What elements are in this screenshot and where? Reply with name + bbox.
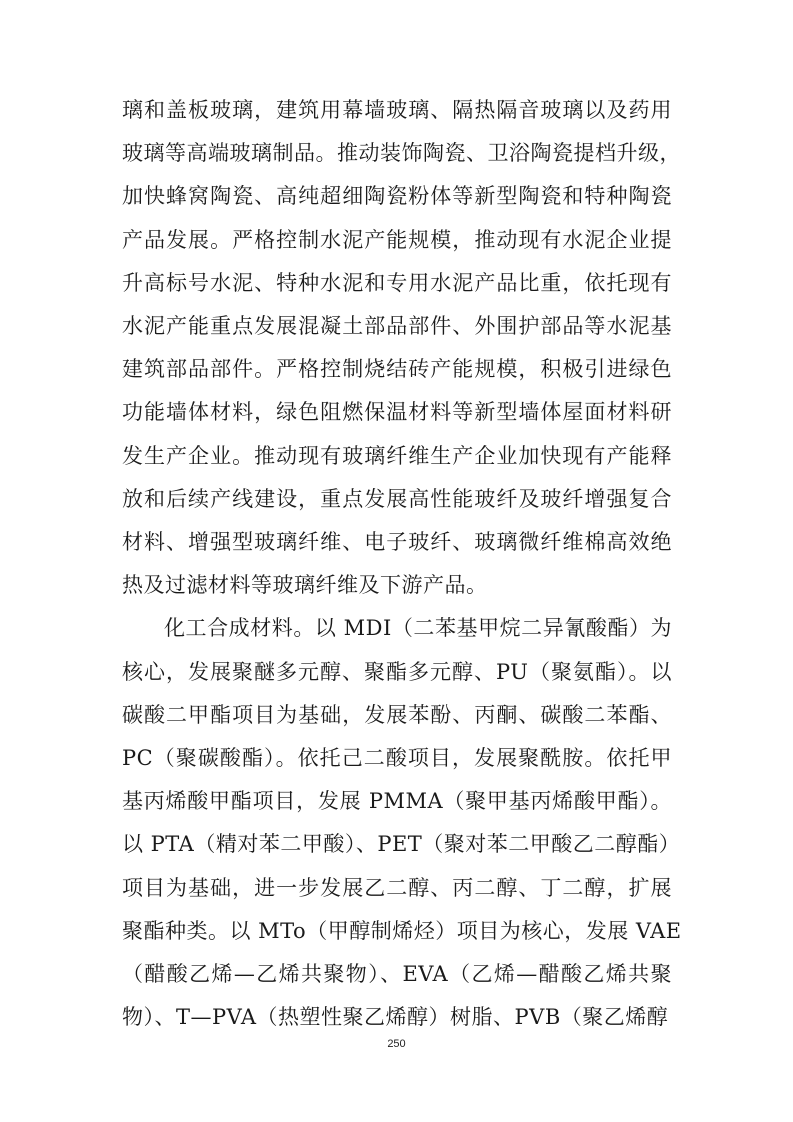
body-text-line: 材料、增强型玻璃纤维、电子玻纤、玻璃微纤维棉高效绝 xyxy=(122,530,672,554)
body-text-line: 玻璃等高端玻璃制品。推动装饰陶瓷、卫浴陶瓷提档升级， xyxy=(122,141,681,166)
body-text-line: 升高标号水泥、特种水泥和专用水泥产品比重，依托现有 xyxy=(122,270,672,295)
body-text-line: 项目为基础，进一步发展乙二醇、丙二醇、丁二醇，扩展 xyxy=(122,875,672,900)
body-text-line: PC（聚碳酸酯）。依托己二酸项目，发展聚酰胺。依托甲 xyxy=(122,746,672,770)
body-text-line: 以 PTA（精对苯二甲酸）、PET（聚对苯二甲酸乙二醇酯） xyxy=(122,832,681,857)
paragraph-first-line: 化工合成材料。以 MDI（二苯基甲烷二异氰酸酯）为 xyxy=(164,616,672,641)
body-text-line: 加快蜂窝陶瓷、高纯超细陶瓷粉体等新型陶瓷和特种陶瓷 xyxy=(122,184,672,209)
body-text-line: 璃和盖板玻璃，建筑用幕墙玻璃、隔热隔音玻璃以及药用 xyxy=(122,98,672,122)
body-text-line: 产品发展。严格控制水泥产能规模，推动现有水泥企业提 xyxy=(122,227,672,252)
body-text-line: 热及过滤材料等玻璃纤维及下游产品。 xyxy=(122,573,488,598)
page-number: 250 xyxy=(387,1038,406,1050)
body-text-line: 放和后续产线建设，重点发展高性能玻纤及玻纤增强复合 xyxy=(122,486,672,511)
body-text-line: 水泥产能重点发展混凝土部品部件、外围护部品等水泥基 xyxy=(122,314,672,338)
body-text-line: 物）、T—PVA（热塑性聚乙烯醇）树脂、PVB（聚乙烯醇 xyxy=(122,1005,669,1030)
body-text-line: 功能墙体材料，绿色阻燃保温材料等新型墙体屋面材料研 xyxy=(122,400,672,425)
body-text-line: 核心，发展聚醚多元醇、聚酯多元醇、PU（聚氨酯）。以 xyxy=(122,659,672,684)
body-text-line: 聚酯种类。以 MTo（甲醇制烯烃）项目为核心，发展 VAE xyxy=(122,918,682,943)
body-text-line: 发生产企业。推动现有玻璃纤维生产企业加快现有产能释 xyxy=(122,443,672,468)
body-text-line: 建筑部品部件。严格控制烧结砖产能规模，积极引进绿色 xyxy=(122,357,672,382)
body-text-line: 基丙烯酸甲酯项目，发展 PMMA（聚甲基丙烯酸甲酯）。 xyxy=(122,789,672,814)
body-text-line: （醋酸乙烯—乙烯共聚物）、EVA（乙烯—醋酸乙烯共聚 xyxy=(122,962,672,986)
body-text-line: 碳酸二甲酯项目为基础，发展苯酚、丙酮、碳酸二苯酯、 xyxy=(122,702,672,727)
